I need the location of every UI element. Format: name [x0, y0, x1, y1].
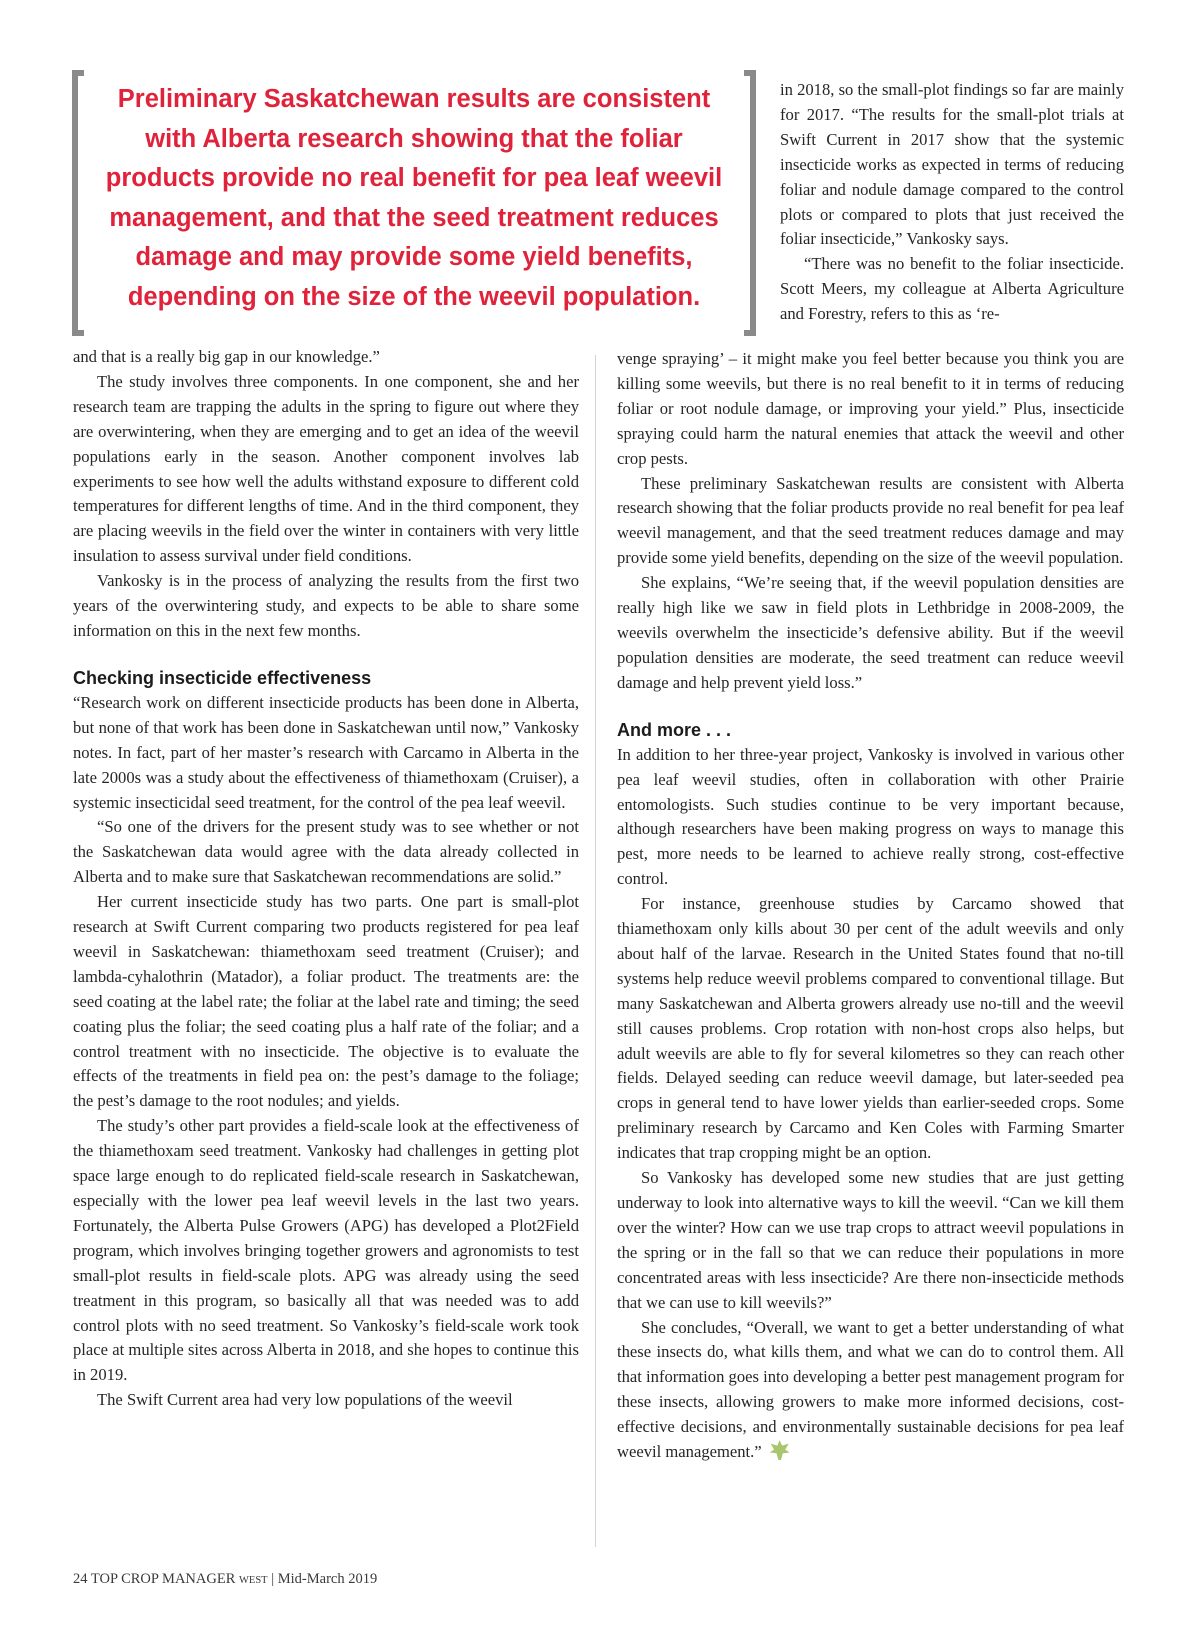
paragraph: The Swift Current area had very low populations of the weevil: [97, 1390, 513, 1410]
paragraph: “So one of the drivers for the present study was to see whether or not the Saskatchewan data would agree with the data already collected in Alberta and to make sure that Saskatchewan recommendations are solid.”: [73, 817, 579, 887]
paragraph: For instance, greenhouse studies by Carcamo showed that thiamethoxam only kills about 30 per cent of the adult weevils and only about half of the larvae. Research in the United States found that no-till systems help reduce weevil problems compared to conventional tillage. But many Saskatchewan and Alberta growers already use no-till and the weevil still causes problems. Crop rotation with non-host crops also helps, but adult weevils are able to fly for several kilometres so they can reach other fields. Delayed seeding can reduce weevil damage, but later-seeded pea crops in general tend to have lower yields than earlier-seeded crops. Some preliminary research by Carcamo and Ken Coles with Farming Smarter indicates that trap cropping might be an option.: [617, 894, 1124, 1163]
magazine-edition: WEST: [239, 1575, 268, 1586]
paragraph: in 2018, so the small-plot findings so far are mainly for 2017. “The results for the small-plot trials at Swift Current in 2017 show that the systemic insecticide works as expected in terms of reducing foliar and nodule damage compared to the control plots or compared to plots that just received the foliar insecticide,” Vankosky says.: [780, 80, 1124, 249]
column-divider: [595, 355, 596, 1547]
paragraph-text: She concludes, “Overall, we want to get a better understanding of what these insects do, what kills them, and what we can do to control them. All that information goes into developing a better pest management program for these insects, allowing growers to make more informed decisions, cost-effective decisions, and environmentally sustainable decisions for pea leaf weevil management.”: [617, 1317, 1124, 1462]
paragraph: Her current insecticide study has two parts. One part is small-plot research at Swift Current comparing two products registered for pea leaf weevil in Saskatchewan: thiamethoxam seed treatment (Cruiser); and lambda-cyhalothrin (Matador), a foliar product. The treatments are: the seed coating at the label rate; the foliar at the label rate and timing; the seed coating plus the foliar; the seed coating plus a half rate of the foliar; and a control treatment with no insecticide. The objective is to evaluate the effects of the treatments in field pea on: the pest’s damage to the foliage; the pest’s damage to the root nodules; and yields.: [73, 892, 579, 1111]
paragraph: “There was no benefit to the foliar insecticide. Scott Meers, my colleague at Alberta Agriculture and Forestry, refers to this as ‘re-: [780, 254, 1124, 324]
paragraph: Vankosky is in the process of analyzing the results from the first two years of the overwintering study, and expects to be able to share some information on this in the next few months.: [73, 571, 579, 640]
paragraph: In addition to her three-year project, Vankosky is involved in various other pea leaf weevil studies, often in collaboration with other Prairie entomologists. Such studies continue to be very important because, although researchers have been making progress on ways to manage this pest, more needs to be learned to achieve really strong, cost-effective control.: [617, 744, 1124, 889]
pull-quote-text: Preliminary Saskatchewan results are consistent with Alberta research showing that the foliar products provide no real benefit for pea leaf weevil management, and that the seed treatment reduces damage and may provide some yield benefits, depending on the size of the weevil population.: [105, 85, 723, 311]
right-column: [617, 347, 1124, 1465]
paragraph: “Research work on different insecticide products has been done in Alberta, but none of that work has been done in Saskatchewan until now,” Vankosky notes. In fact, part of her master’s research with Carcamo in Alberta in the late 2000s was a study about the effectiveness of thiamethoxam (Cruiser), a systemic insecticidal seed treatment, for the control of the pea leaf weevil.: [73, 692, 579, 812]
paragraph-final: [617, 1316, 1124, 1465]
pull-quote: [72, 70, 756, 336]
end-mark-leaf-icon: [770, 1440, 790, 1460]
page-footer: [73, 1571, 377, 1588]
magazine-name: TOP CROP MANAGER: [90, 1571, 236, 1587]
paragraph: These preliminary Saskatchewan results are consistent with Alberta research showing that the foliar products provide no real benefit for pea leaf weevil management, and that the seed treatment reduces damage and may provide some yield benefits, depending on the size of the weevil population.: [617, 473, 1124, 568]
left-bracket: [72, 70, 84, 336]
paragraph: The study’s other part provides a field-scale look at the effectiveness of the thiamethoxam seed treatment. Vankosky had challenges in getting plot space large enough to do replicated field-scale research in Saskatchewan, especially with the lower pea leaf weevil levels in the last two years. Fortunately, the Alberta Pulse Growers (APG) has developed a Plot2Field program, which involves bringing together growers and agronomists to test small-plot results in field-scale plots. APG was already using the seed treatment in this program, so basically all that was needed was to add control plots with no seed treatment. So Vankosky’s field-scale work took place at multiple sites across Alberta in 2018, and she hopes to continue this in 2019.: [73, 1116, 579, 1385]
right-column-top: [780, 78, 1124, 327]
issue-date: Mid-March 2019: [277, 1571, 378, 1587]
paragraph: The study involves three components. In one component, she and her research team are trapping the adults in the spring to figure out where they are overwintering, when they are emerging and to get an idea of the weevil populations early in the season. Another component involves lab experiments to see how well the adults withstand exposure to different cold temperatures for different lengths of time. And in the third component, they are placing weevils in the field over the winter in containers with very little insulation to assess survival under field conditions.: [73, 371, 579, 566]
right-bracket: [744, 70, 756, 336]
section-heading: And more . . .: [617, 719, 732, 740]
section-heading: Checking insecticide effectiveness: [73, 667, 372, 688]
page-number: 24: [73, 1571, 88, 1587]
footer-separator: |: [271, 1571, 275, 1587]
left-column: [73, 345, 579, 1413]
paragraph: So Vankosky has developed some new studies that are just getting underway to look into alternative ways to kill the weevil. “Can we kill them over the winter? How can we use trap crops to attract weevil populations in the spring or in the fall so that we can reduce their populations in more concentrated areas with less insecticide? Are there non-insecticide methods that we can use to kill weevils?”: [617, 1168, 1124, 1312]
paragraph: and that is a really big gap in our knowledge.”: [73, 347, 380, 366]
paragraph: She explains, “We’re seeing that, if the weevil population densities are really high like we saw in field plots in Lethbridge in 2008-2009, the weevils overwhelm the insecticide’s defensive ability. But if the weevil population densities are moderate, the seed treatment can reduce weevil damage and help prevent yield loss.”: [617, 573, 1124, 692]
paragraph: venge spraying’ – it might make you feel better because you think you are killing some weevils, but there is no real benefit to it in terms of reducing foliar or root nodule damage, or improving your yield.” Plus, insecticide spraying could harm the natural enemies that attack the weevil and other crop pests.: [617, 349, 1124, 468]
